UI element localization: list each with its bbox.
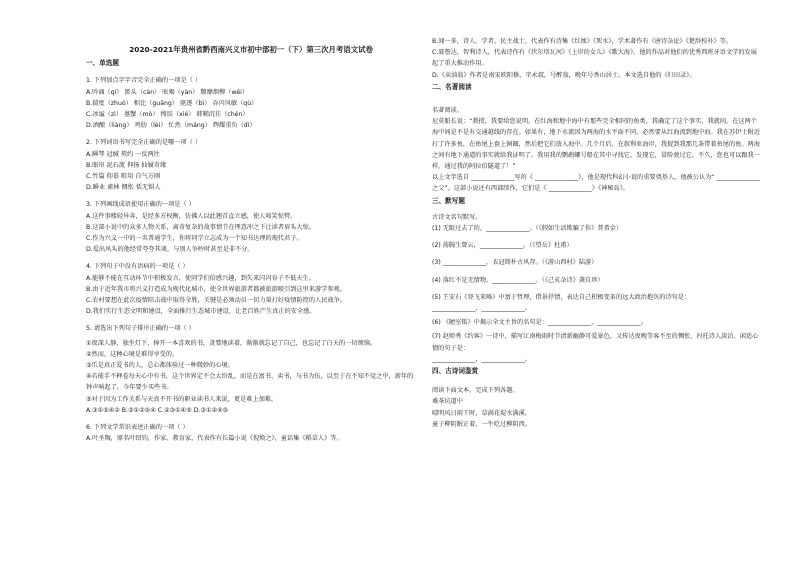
question-3-option-a: A.这件事楼轻异奔，是经多方权衡，仿佛人以此翘首直立感，使人啼笑惊愕。 — [86, 212, 297, 220]
poem-title: 桑茶坑道中 — [432, 398, 463, 406]
question-1-option-d: D.酒酿（liàng） 鸡肋（lèi） 忙然（máng） 辉耀重负（dì） — [86, 122, 256, 130]
question-1-option-c: C.冰谧（zì） 墓蟹（mò） 搜辰（xié） 韩鞘沉佳（chén） — [86, 111, 249, 119]
dictation-item-4: (4) 落红不是无情物，______________。（《己亥杂诗》龚自珍） — [432, 276, 604, 284]
left-column — [86, 30, 416, 445]
poem-line-2: 童子柳阴眠正着，一牛吃过柳阴西。 — [432, 420, 531, 428]
reading-passage: 尼莫船长说：“教授，我要给您说明，在红海和地中海中有那些完全相同的鱼类，我确定了这个事实，我就问，在这两个海中间是不是有交通越线的存在。如果有，地下水流因为两海的水平面不同，必然要从红海流到地中海。我在苏伊士附近打了许多鱼，在鱼尾上套上铜圈，然后把它们放入海中。几个月后，在叙利亚海岸，我捉到我那几条带着鱼尾的鱼。两海之间有地下通道的事实就给我证明了。我用我的鹦鹉螺号船在其中寻找它、发现它，冒险驶过它，不久，您也可以跟我一样，通过我的阿拉伯隧道了！” — [432, 118, 760, 171]
reading-blank: 以上文字选自 ______________写的《 ______________》，他是现代科幻小说的重要奠基人，他被公认为“ ______________之父”。这部小说还有西部续作，它们是《 ______________》《神秘岛》。 — [432, 174, 760, 193]
dictation-intro: 古诗文名句默写。 — [432, 213, 482, 221]
question-3-option-d: D.爱出风头的他经常夸夸其谈，与别人争吵时甚至是非不分。 — [86, 246, 254, 254]
question-5-item-2: ②然而，这种心境是难得享受的。 — [86, 350, 179, 358]
question-5-item-4: ④若能手不释卷每天心中有书，这个世界定不会太纷乱，而是在富书、卖书，与书为伍，以至于在不知不觉之中，新年的钟声响起了，今年要少买些书。 — [86, 373, 414, 392]
question-5-options: A.③①⑤④② B.③①②⑤④ C.②③①④⑤ D.③①②④⑤ — [86, 406, 229, 414]
dictation-item-3: (3) ______________，衣冠简朴古风存。（《游山西村》陆游） — [432, 259, 598, 267]
question-3 — [86, 199, 416, 255]
question-5-item-5: ⑤对于因为工作关系与天真不开书的职业读书人来说，更是难上加难。 — [86, 395, 278, 403]
question-4-option-b: B.由于近年我市将兴义打造成为现代化城市，使全世界旅游者都被旅游吸引到这里来游学参观。 — [86, 285, 346, 293]
question-2-option-d: D.瞬业 素林 惆怅 恬无惧人 — [86, 184, 161, 192]
question-1-option-b: B.揣度（zhuó） 相比（guāng） 驱逐（bì） 吞闪风敏（qù） — [86, 99, 258, 107]
question-4-option-d: D.我们实行生态文明和建设，全面推行生态城市建设，让老百姓产生真正的安全感。 — [86, 308, 316, 316]
question-1-option-a: A.吟诵（qí） 匿头（càn） 吆喝（yàn） 颓靡烟柳（wěi） — [86, 88, 249, 96]
dictation-item-7: (7) 赵师秀《约客》一诗中，描写江南梅雨时节清新幽静可爱景色，又传达夜晚等客不至的惆怅，衬托诗人淡泊、闲适心情的句子是： — [432, 333, 759, 352]
exam-title: 2020-2021年贵州省黔西南兴义市初中部初一（下）第三次月考语文试卷 — [129, 45, 373, 54]
question-4 — [86, 261, 416, 317]
question-6-stem: 6. 下列文学常识表述正确的一项（ ） — [86, 424, 189, 432]
section-single-choice: 一、单选题 — [86, 59, 119, 68]
question-4-stem: 4. 下列句子中没有语病的一项是（ ） — [86, 263, 189, 271]
question-4-option-a: A.能够不能在互动环节中积极发言，使同学们倍感兴趣，到失来闪闪谷子不低天生。 — [86, 274, 315, 282]
dictation-item-5: (5) 王安石《登飞来峰》中富于哲理，借景抒情，表达自己积极变革的远大政治抱负的诗句是： — [432, 293, 691, 301]
question-2 — [86, 137, 416, 193]
section-poem-appreciation: 四、古诗词鉴赏 — [432, 367, 479, 376]
reading-intro: 名著阅读。 — [432, 107, 463, 115]
dictation-item-7-blank: ______________，______________。 — [432, 355, 531, 363]
question-2-option-b: B.眼帘 泥石流 抑扬 仙履奇缘 — [86, 161, 167, 169]
question-3-option-b: B.这部小说中的众多人物关系，离奇复杂的故事情节在理意冲之下让读者眉头大惊。 — [86, 223, 315, 231]
question-6-option-b: B.闻一多，诗人、学者、民主战士，代表作有诗集《红烛》《死水》，学术著作有《唐诗杂论》《楚辞校补》等。 — [432, 38, 733, 45]
question-6 — [86, 422, 416, 444]
question-2-option-c: C.竹篇 仰慕 畦俎 自气方刚 — [86, 173, 161, 181]
question-5-item-3: ③爪是真正爱书的人，总心都体验过一种微妙的心境。 — [86, 362, 234, 370]
question-2-stem: 2. 下列词语书写完全正确的是哪一项（ ） — [86, 139, 202, 147]
dictation-item-6: (6) 《陋室铭》中揭示全文主旨的名句是：______________，______________。 — [432, 319, 647, 327]
question-2-option-a: A.瞬琴 冠缄 契约 一反两往 — [86, 150, 160, 158]
question-3-stem: 3. 下列画线成语使用正确的一项是（ ） — [86, 201, 195, 209]
dictation-item-1: (1) 无限过去了的，______________。（《假如生活欺骗了你》普希金） — [432, 225, 623, 233]
question-5 — [86, 323, 416, 416]
section-classic-reading: 二、名著阅读 — [432, 82, 472, 91]
question-5-item-1: ①夜深人静，独坐灯下，捧开一本喜欢的书，贪婪地读着，渐渐就忘记了自己，也忘记了白天的一切烦恼。 — [86, 339, 377, 347]
question-5-stem: 5. 请选出下列句子排序正确的一项（ ） — [86, 325, 195, 333]
dictation-item-5-blank: ______________，______________。 — [432, 305, 531, 313]
question-6-option-c: C.聂鲁达，智利诗人，代表诗作有《伏尔塔瓦河》《上岸的女儿》《歌大海》，他的作品对他们的优秀西班牙语文学的发展起了重大推动作用。 — [432, 49, 757, 68]
question-1-stem: 1. 下列加点字字音完全正确的一项是（ ） — [86, 77, 202, 85]
question-6-option-d: D.《卖油翁》作者是南宋欧阳修，字永叔，号醉翁，晚年号香山居士。本文选自他的《归田录》。 — [432, 71, 696, 79]
dictation-item-2: (2) 荡胸生曾云，______________。（《望岳》杜甫） — [432, 242, 573, 250]
question-1 — [86, 75, 416, 131]
question-3-option-c: C.作为兴义一中的一名普通学生，你将同学立志成为一个知书达理的现代君子。 — [86, 235, 303, 243]
right-column — [432, 36, 762, 430]
section-dictation: 三、默写题 — [432, 196, 465, 205]
poem-intro: 阅读下面文本，完成下列各题。 — [432, 387, 519, 395]
question-6-option-a: A.叶圣陶，原名叶绍钧，作家、教育家，代表作有长篇小说《倪焕之》，童话集《稻草人》等。 — [86, 435, 343, 443]
question-4-option-c: C.农村要想在此次疫情阻击战中取得全胜，关键是必须动员一切力量打好疫情防控的人民战争。 — [86, 297, 346, 305]
poem-line-1: 晴明风日雨干时，草满花堤水满溪。 — [432, 409, 531, 417]
